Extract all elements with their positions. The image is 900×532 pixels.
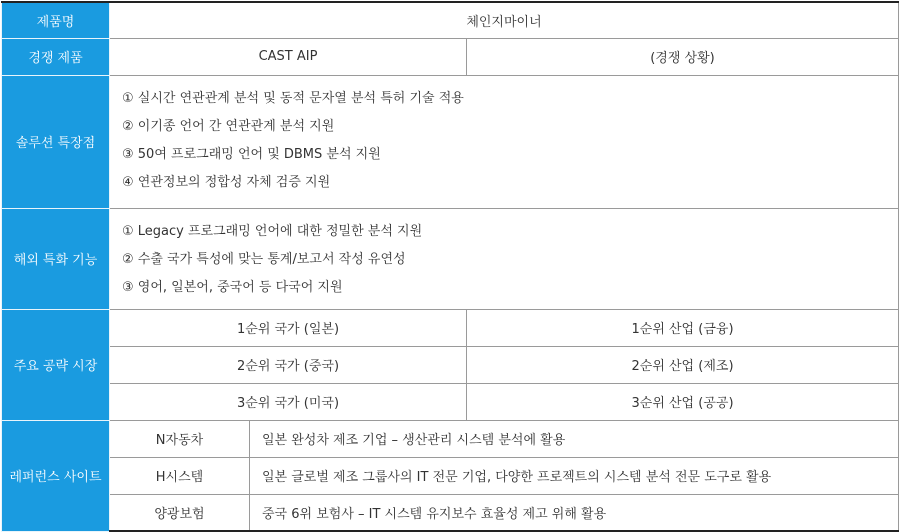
markets-label: 주요 공략 시장 (2, 309, 110, 420)
market-country: 1순위 국가 (일본) (110, 309, 467, 346)
product-label: 제품명 (2, 2, 110, 38)
competition-status: (경쟁 상황) (467, 38, 899, 75)
references-label: 레퍼런스 사이트 (2, 420, 110, 531)
market-row (2, 346, 899, 383)
features-list (110, 75, 899, 208)
product-comparison-table (1, 1, 899, 532)
overseas-row (2, 208, 899, 309)
overseas-item: ② 수출 국가 특성에 맞는 통계/보고서 작성 유연성 (122, 251, 406, 267)
features-row (2, 75, 899, 208)
reference-row (2, 457, 899, 494)
market-country: 2순위 국가 (중국) (110, 346, 467, 383)
market-row (2, 383, 899, 420)
reference-site: N자동차 (110, 420, 250, 457)
competitor-row (2, 38, 899, 75)
reference-row (2, 494, 899, 531)
market-row (2, 309, 899, 346)
competitor-label: 경쟁 제품 (2, 38, 110, 75)
reference-desc: 일본 글로벌 제조 그룹사의 IT 전문 기업, 다양한 프로젝트의 시스템 분석 전문 도구로 활용 (250, 457, 899, 494)
product-value: 체인지마이너 (110, 2, 899, 38)
product-row (2, 2, 899, 38)
market-industry: 2순위 산업 (제조) (467, 346, 899, 383)
competitor-name: CAST AIP (110, 38, 467, 75)
feature-item: ② 이기종 언어 간 연관관계 분석 지원 (122, 118, 335, 134)
feature-item: ① 실시간 연관관계 분석 및 동적 문자열 분석 특허 기술 적용 (122, 90, 464, 106)
reference-desc: 중국 6위 보험사 – IT 시스템 유지보수 효율성 제고 위해 활용 (250, 494, 899, 531)
market-industry: 3순위 산업 (공공) (467, 383, 899, 420)
reference-row (2, 420, 899, 457)
overseas-label: 해외 특화 기능 (2, 208, 110, 309)
reference-site: H시스템 (110, 457, 250, 494)
feature-item: ③ 50여 프로그래밍 언어 및 DBMS 분석 지원 (122, 146, 381, 162)
market-country: 3순위 국가 (미국) (110, 383, 467, 420)
reference-site: 양광보험 (110, 494, 250, 531)
overseas-item: ① Legacy 프로그래밍 언어에 대한 정밀한 분석 지원 (122, 223, 423, 239)
market-industry: 1순위 산업 (금융) (467, 309, 899, 346)
features-label: 솔루션 특장점 (2, 75, 110, 208)
overseas-item: ③ 영어, 일본어, 중국어 등 다국어 지원 (122, 279, 343, 295)
feature-item: ④ 연관정보의 정합성 자체 검증 지원 (122, 174, 331, 190)
overseas-list (110, 208, 899, 309)
reference-desc: 일본 완성차 제조 기업 – 생산관리 시스템 분석에 활용 (250, 420, 899, 457)
